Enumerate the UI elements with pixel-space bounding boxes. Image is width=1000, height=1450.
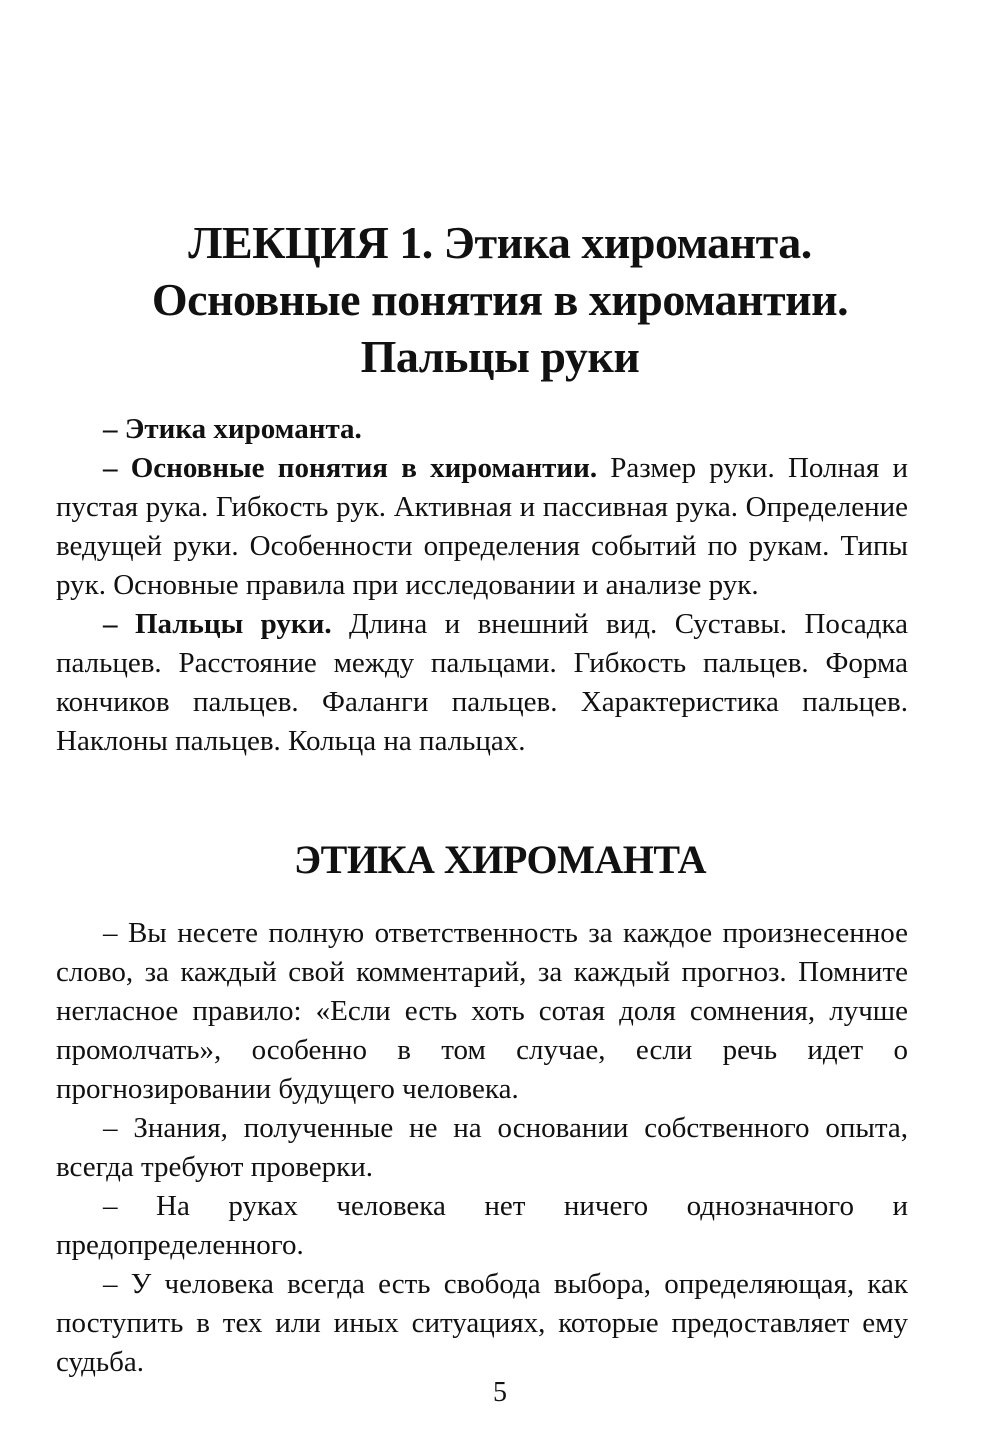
outline-item-heading: – Пальцы руки. <box>103 608 332 640</box>
outline-item-text: Размер руки. Полная и пустая рука. Гибкость рук. Активная и пассивная рука. Определение ведущей руки. Особенности определения событий по рукам. Типы рук. Основные правила при исследовании и анализе рук. <box>56 452 908 601</box>
outline-item-ethics <box>56 410 908 449</box>
lecture-title-line-3: Пальцы руки <box>360 331 640 382</box>
ethics-paragraph: – Знания, полученные не на основании собственного опыта, всегда требуют проверки. <box>56 1112 908 1183</box>
lecture-title <box>60 214 940 385</box>
section-title: ЭТИКА ХИРОМАНТА <box>294 837 706 882</box>
ethics-paragraph: – Вы несете полную ответственность за каждое произнесенное слово, за каждый свой комментарий, за каждый прогноз. Помните негласное правило: «Если есть хоть сотая доля сомнения, лучше промолчать», особенно в том случае, если речь идет о прогнозировании будущего человека. <box>56 917 908 1105</box>
ethics-paragraph: – На руках человека нет ничего однозначного и предопределенного. <box>56 1190 908 1261</box>
outline-item-fingers <box>56 605 908 761</box>
outline-item-text: Длина и внешний вид. Суставы. Посадка пальцев. Расстояние между пальцами. Гибкость пальцев. Форма кончиков пальцев. Фаланги пальцев. Характеристика пальцев. Наклоны пальцев. Кольца на пальцах. <box>56 608 908 757</box>
outline-item-heading: – Этика хироманта. <box>103 413 362 445</box>
ethics-paragraph: – У человека всегда есть свобода выбора, определяющая, как поступить в тех или иных ситуациях, которые предоставляет ему судьба. <box>56 1268 908 1378</box>
ethics-section <box>56 914 908 1382</box>
outline-item-heading: – Основные понятия в хиромантии. <box>103 452 598 484</box>
lecture-title-line-1: ЛЕКЦИЯ 1. Этика хироманта. <box>188 217 812 268</box>
lecture-outline <box>56 410 908 761</box>
lecture-title-line-2: Основные понятия в хиромантии. <box>151 274 849 325</box>
outline-item-basic-concepts <box>56 449 908 605</box>
page-number: 5 <box>493 1377 507 1408</box>
